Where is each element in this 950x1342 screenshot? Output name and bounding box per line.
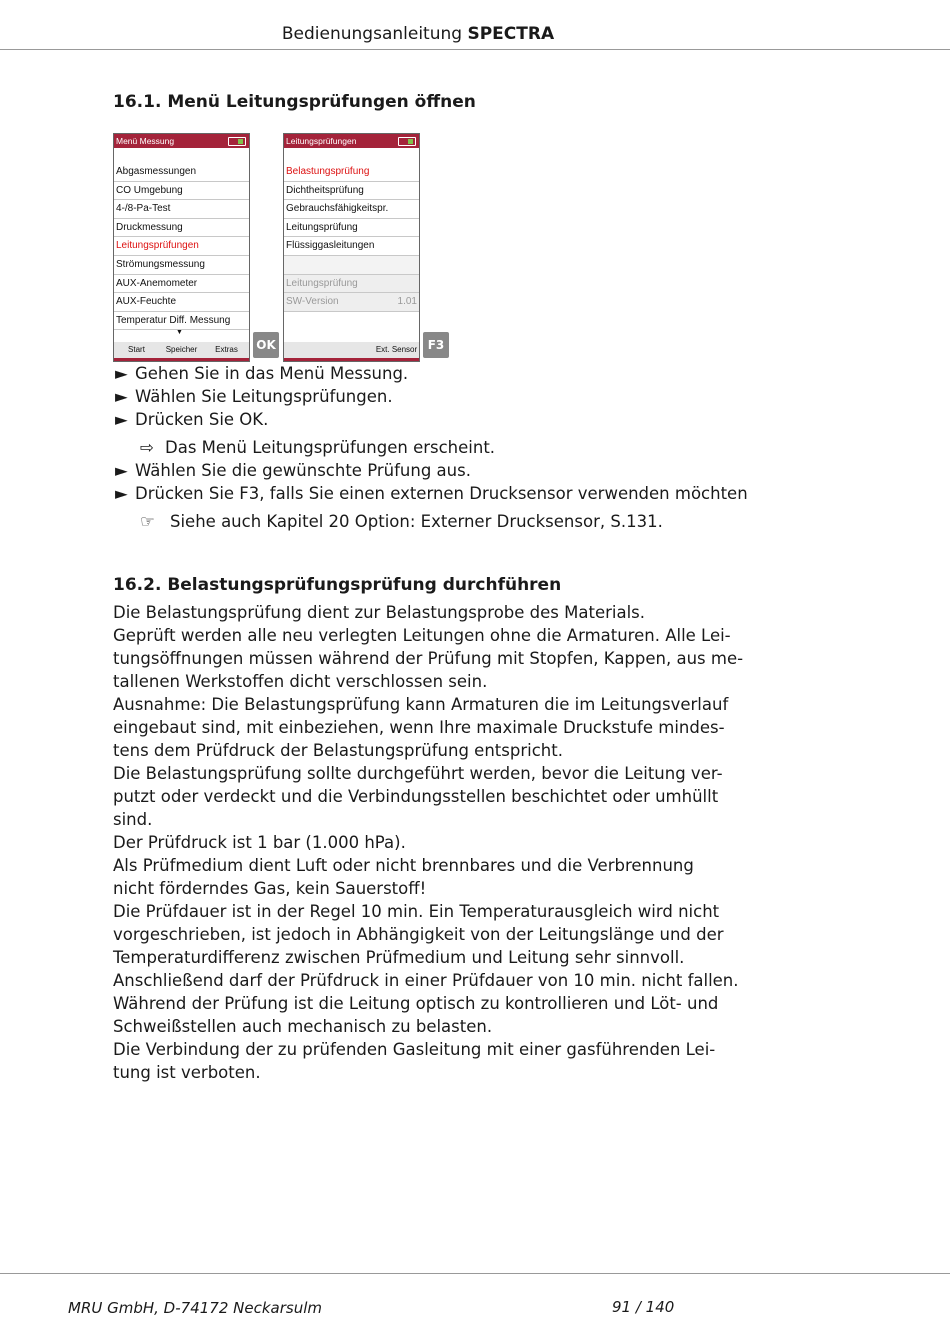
body-line: tallenen Werkstoffen dicht verschlossen sein. — [113, 672, 488, 691]
step-result — [140, 438, 495, 457]
menu-item-pa-test[interactable]: 4-/8-Pa-Test — [114, 200, 249, 219]
step-arrow-icon: ► — [115, 410, 128, 429]
softkey-bar — [114, 342, 249, 361]
menu-item-aux-anemometer[interactable]: AUX-Anemometer — [114, 275, 249, 294]
f3-key-button[interactable]: F3 — [423, 332, 449, 358]
menu-item-aux-feuchte[interactable]: AUX-Feuchte — [114, 293, 249, 312]
page-header — [0, 24, 836, 44]
body-line: Anschließend darf der Prüfdruck in einer Prüfdauer von 10 min. nicht fallen. — [113, 971, 739, 990]
menu-item-dichtheitspruefung[interactable]: Dichtheitsprüfung — [284, 182, 419, 201]
pointing-hand-icon: ☞ — [140, 512, 155, 531]
step-5 — [115, 484, 748, 503]
body-line: tung ist verboten. — [113, 1063, 261, 1082]
softkey-extras[interactable]: Extras — [215, 345, 238, 354]
step-reference — [140, 512, 663, 531]
body-line: nicht förderndes Gas, kein Sauerstoff! — [113, 879, 427, 898]
ok-key-button[interactable]: OK — [253, 332, 279, 358]
section-16-2-body — [113, 601, 753, 1084]
step-text: Gehen Sie in das Menü Messung. — [135, 364, 409, 383]
menu-item-stroemungsmessung[interactable]: Strömungsmessung — [114, 256, 249, 275]
softkey-empty-1 — [284, 342, 329, 358]
menu-item-fluessiggasleitungen[interactable]: Flüssiggasleitungen — [284, 237, 419, 256]
body-line: Während der Prüfung ist die Leitung optisch zu kontrollieren und Löt- und — [113, 994, 719, 1013]
body-line: Ausnahme: Die Belastungsprüfung kann Armaturen die im Leitungsverlauf — [113, 695, 729, 714]
menu-spacer — [284, 256, 419, 275]
menu-item-druckmessung[interactable]: Druckmessung — [114, 219, 249, 238]
softkey-bar — [284, 342, 419, 361]
menu-item-abgasmessungen[interactable]: Abgasmessungen — [114, 163, 249, 182]
menu-item-temperatur-diff[interactable]: Temperatur Diff. Messung — [114, 312, 249, 331]
section-heading-16-1: 16.1. Menü Leitungsprüfungen öffnen — [113, 92, 476, 112]
version-value: 1.01 — [397, 296, 417, 308]
body-line: Die Belastungsprüfung sollte durchgeführt werden, bevor die Leitung ver- — [113, 764, 723, 783]
footer-company: MRU GmbH, D-74172 Neckarsulm — [68, 1299, 322, 1317]
screen-menu-list — [114, 163, 249, 330]
step-2 — [115, 387, 393, 406]
body-line: Temperaturdifferenz zwischen Prüfmedium und Leitung sehr sinnvoll. — [113, 948, 685, 967]
step-text: Das Menü Leitungsprüfungen erscheint. — [165, 438, 496, 457]
footer-divider — [0, 1273, 950, 1274]
body-line: Die Belastungsprüfung dient zur Belastungsprobe des Materials. — [113, 603, 646, 622]
softkey-start[interactable]: Start — [128, 345, 145, 354]
info-label: Leitungsprüfung — [284, 275, 419, 294]
step-text: Wählen Sie Leitungsprüfungen. — [135, 387, 393, 406]
step-1 — [115, 364, 408, 383]
step-arrow-icon: ► — [115, 364, 128, 383]
body-line: vorgeschrieben, ist jedoch in Abhängigkeit von der Leitungslänge und der — [113, 925, 724, 944]
step-text: Drücken Sie F3, falls Sie einen externen Drucksensor verwenden möchten — [135, 484, 748, 503]
screen-title-bar — [114, 134, 249, 148]
body-line: Als Prüfmedium dient Luft oder nicht brennbares und die Verbrennung — [113, 856, 694, 875]
step-text: Wählen Sie die gewünschte Prüfung aus. — [135, 461, 471, 480]
menu-item-belastungspruefung[interactable]: Belastungsprüfung — [284, 163, 419, 182]
body-line: Schweißstellen auch mechanisch zu belasten. — [113, 1017, 493, 1036]
section-heading-16-2: 16.2. Belastungsprüfungsprüfung durchführen — [113, 575, 562, 595]
battery-icon — [398, 137, 416, 146]
step-text: Siehe auch Kapitel 20 Option: Externer Drucksensor, S.131. — [170, 512, 663, 531]
softkey-ext-sensor[interactable]: Ext. Sensor — [375, 345, 418, 354]
battery-icon — [228, 137, 246, 146]
device-screen-leitungspruefungen — [283, 133, 420, 362]
version-label: SW-Version — [286, 296, 339, 308]
screen-title: Leitungsprüfungen — [286, 136, 357, 146]
step-3 — [115, 410, 268, 429]
device-screen-menu-messung — [113, 133, 250, 362]
version-row — [284, 293, 419, 312]
body-line: Die Verbindung der zu prüfenden Gasleitung mit einer gasführenden Lei- — [113, 1040, 716, 1059]
menu-item-gebrauchsfaehigkeit[interactable]: Gebrauchsfähigkeitspr. — [284, 200, 419, 219]
body-line: Der Prüfdruck ist 1 bar (1.000 hPa). — [113, 833, 406, 852]
header-title-prefix: Bedienungsanleitung — [281, 24, 463, 44]
body-line: Die Prüfdauer ist in der Regel 10 min. Ein Temperaturausgleich wird nicht — [113, 902, 720, 921]
scroll-down-icon: ▼ — [176, 329, 183, 336]
screen-title: Menü Messung — [116, 136, 175, 146]
menu-item-leitungspruefungen[interactable]: Leitungsprüfungen — [114, 237, 249, 256]
step-arrow-icon: ► — [115, 461, 128, 480]
step-arrow-icon: ► — [115, 484, 128, 503]
screen-menu-list — [284, 163, 419, 312]
screen-title-bar — [284, 134, 419, 148]
step-text: Drücken Sie OK. — [135, 410, 269, 429]
body-line: Geprüft werden alle neu verlegten Leitungen ohne die Armaturen. Alle Lei- — [113, 626, 731, 645]
step-arrow-icon: ► — [115, 387, 128, 406]
body-line: tens dem Prüfdruck der Belastungsprüfung entspricht. — [113, 741, 563, 760]
result-arrow-icon: ⇨ — [140, 438, 154, 457]
step-4 — [115, 461, 471, 480]
header-title-product: SPECTRA — [467, 24, 555, 44]
body-line: putzt oder verdeckt und die Verbindungsstellen beschichtet oder umhüllt — [113, 787, 719, 806]
body-line: tungsöffnungen müssen während der Prüfung mit Stopfen, Kappen, aus me- — [113, 649, 744, 668]
softkey-empty-2 — [329, 342, 374, 358]
page-number: 91 / 140 — [612, 1298, 675, 1316]
menu-item-co-umgebung[interactable]: CO Umgebung — [114, 182, 249, 201]
header-divider — [0, 49, 950, 50]
softkey-speicher[interactable]: Speicher — [165, 345, 198, 354]
body-line: eingebaut sind, mit einbeziehen, wenn Ihre maximale Druckstufe mindes- — [113, 718, 725, 737]
body-line: sind. — [113, 810, 153, 829]
menu-item-leitungspruefung[interactable]: Leitungsprüfung — [284, 219, 419, 238]
